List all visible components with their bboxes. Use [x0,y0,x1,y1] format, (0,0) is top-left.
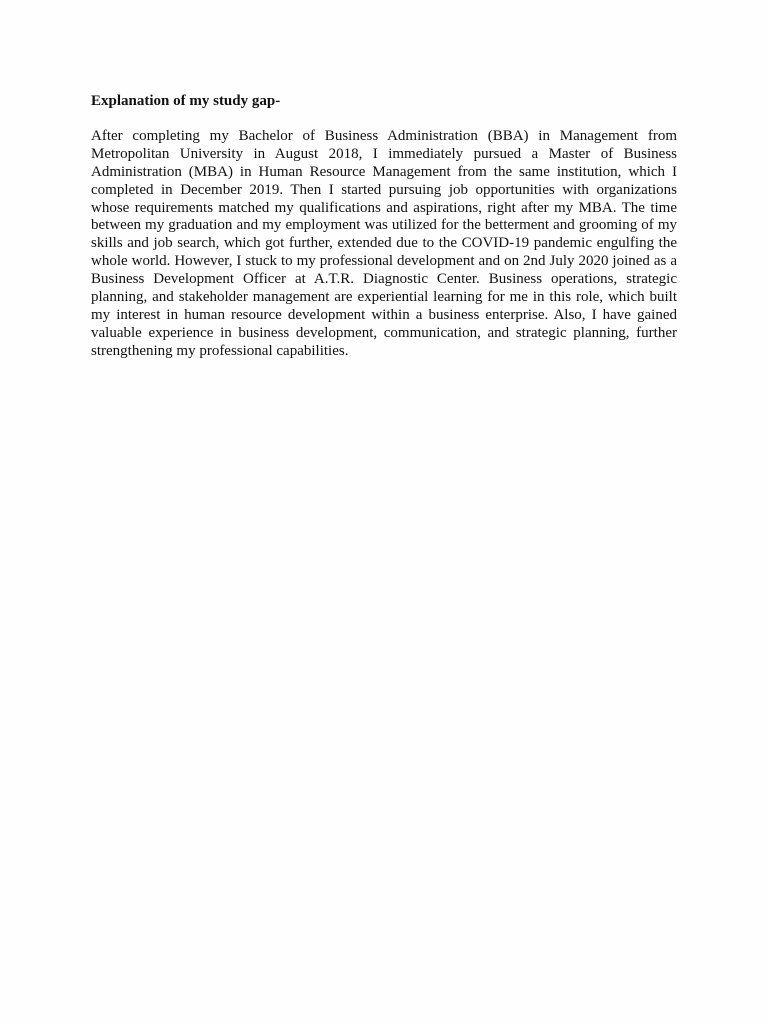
document-content [91,93,677,361]
document-paragraph: After completing my Bachelor of Business Administration (BBA) in Management from Metropolitan University in August 2018, I immediately pursued a Master of Business Administration (MBA) in Human Resource Management from the same institution, which I completed in December 2019. Then I started pursuing job opportunities with organizations whose requirements matched my qualifications and aspirations, right after my MBA. The time between my graduation and my employment was utilized for the betterment and grooming of my skills and job search, which got further, extended due to the COVID-19 pandemic engulfing the whole world. However, I stuck to my professional development and on 2nd July 2020 joined as a Business Development Officer at A.T.R. Diagnostic Center. Business operations, strategic planning, and stakeholder management are experiential learning for me in this role, which built my interest in human resource development within a business enterprise. Also, I have gained valuable experience in business development, communication, and strategic planning, further strengthening my professional capabilities. [91,127,677,359]
document-heading: Explanation of my study gap- [91,93,281,109]
